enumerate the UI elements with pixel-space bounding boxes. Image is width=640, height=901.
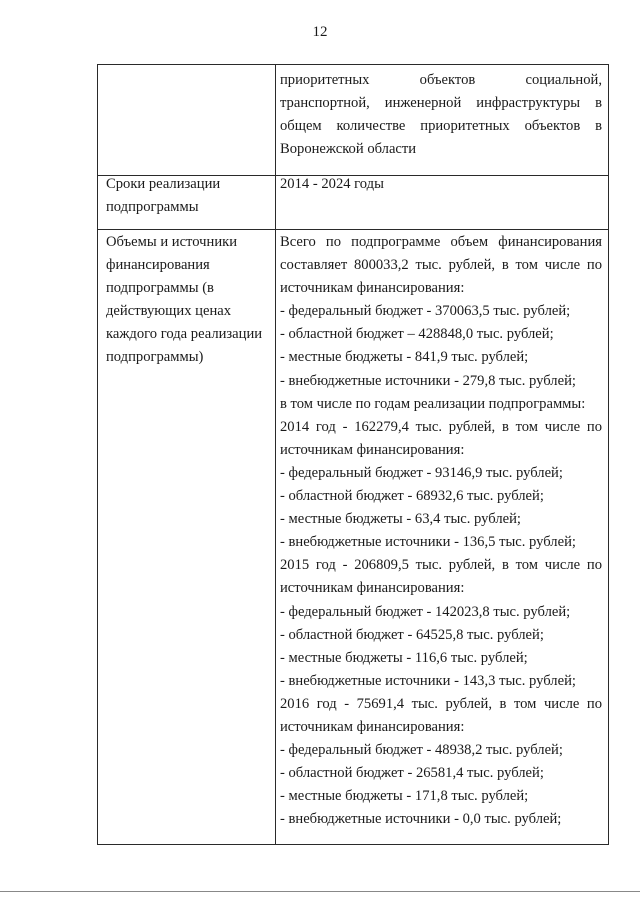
text-line: общем количестве приоритетных объектов в <box>280 118 602 135</box>
text-line: подпрограммы (в <box>106 280 214 297</box>
text-line: - областной бюджет - 26581,4 тыс. рублей; <box>280 765 544 782</box>
text-line: - внебюджетные источники - 136,5 тыс. рублей; <box>280 534 576 551</box>
text-line: источникам финансирования: <box>280 580 465 597</box>
text-line: - областной бюджет - 64525,8 тыс. рублей; <box>280 626 544 643</box>
text-line: 2014 - 2024 годы <box>280 176 384 192</box>
text-line: - внебюджетные источники - 143,3 тыс. рублей; <box>280 672 576 689</box>
text-line: - местные бюджеты - 116,6 тыс. рублей; <box>280 649 528 666</box>
row-2-right-cell <box>280 173 602 196</box>
text-line: подпрограммы) <box>106 349 204 366</box>
text-line: подпрограммы <box>106 199 199 216</box>
text-line: 2016 год - 75691,4 тыс. рублей, в том числе по <box>280 695 602 712</box>
text-line: источникам финансирования: <box>280 280 465 297</box>
text-line: Воронежской области <box>280 141 417 158</box>
text-line: Сроки реализации <box>106 176 221 192</box>
text-line: - внебюджетные источники - 279,8 тыс. рублей; <box>280 372 576 389</box>
text-line: 2014 год - 162279,4 тыс. рублей, в том числе по <box>280 418 602 435</box>
row-3-left-cell <box>106 231 271 370</box>
text-line: Всего по подпрограмме объем финансирования <box>280 234 602 250</box>
text-line: источникам финансирования: <box>280 441 465 458</box>
text-line: - областной бюджет – 428848,0 тыс. рублей; <box>280 326 554 343</box>
page-number: 12 <box>312 24 328 40</box>
text-line: транспортной, инженерной инфраструктуры в <box>280 95 602 112</box>
row-1-right-cell <box>280 69 602 161</box>
text-line: финансирования <box>106 257 210 274</box>
text-line: - местные бюджеты - 63,4 тыс. рублей; <box>280 511 521 528</box>
text-line: источникам финансирования: <box>280 718 465 735</box>
text-line: - федеральный бюджет - 48938,2 тыс. рублей; <box>280 742 563 759</box>
subprogram-passport-table <box>97 64 609 845</box>
text-line: Объемы и источники <box>106 234 238 250</box>
text-line: - областной бюджет - 68932,6 тыс. рублей; <box>280 488 544 505</box>
text-line: - федеральный бюджет - 142023,8 тыс. рублей; <box>280 603 571 620</box>
text-line: - федеральный бюджет - 370063,5 тыс. рублей; <box>280 303 571 320</box>
text-line: - местные бюджеты - 841,9 тыс. рублей; <box>280 349 529 366</box>
text-line: 2015 год - 206809,5 тыс. рублей, в том числе по <box>280 557 602 574</box>
text-line: - местные бюджеты - 171,8 тыс. рублей; <box>280 788 529 805</box>
text-line: в том числе по годам реализации подпрограммы: <box>280 395 586 412</box>
row-divider <box>98 229 608 230</box>
text-line: приоритетных объектов социальной, <box>280 72 602 88</box>
text-line: - внебюджетные источники - 0,0 тыс. рублей; <box>280 811 562 828</box>
text-line: каждого года реализации <box>106 326 263 343</box>
text-line: составляет 800033,2 тыс. рублей, в том числе по <box>280 257 602 274</box>
text-line: - федеральный бюджет - 93146,9 тыс. рублей; <box>280 464 563 481</box>
text-line: действующих ценах <box>106 303 232 320</box>
row-2-left-cell <box>106 173 271 219</box>
footer-rule <box>0 891 640 892</box>
row-3-right-cell <box>280 231 602 831</box>
column-divider <box>275 65 276 844</box>
